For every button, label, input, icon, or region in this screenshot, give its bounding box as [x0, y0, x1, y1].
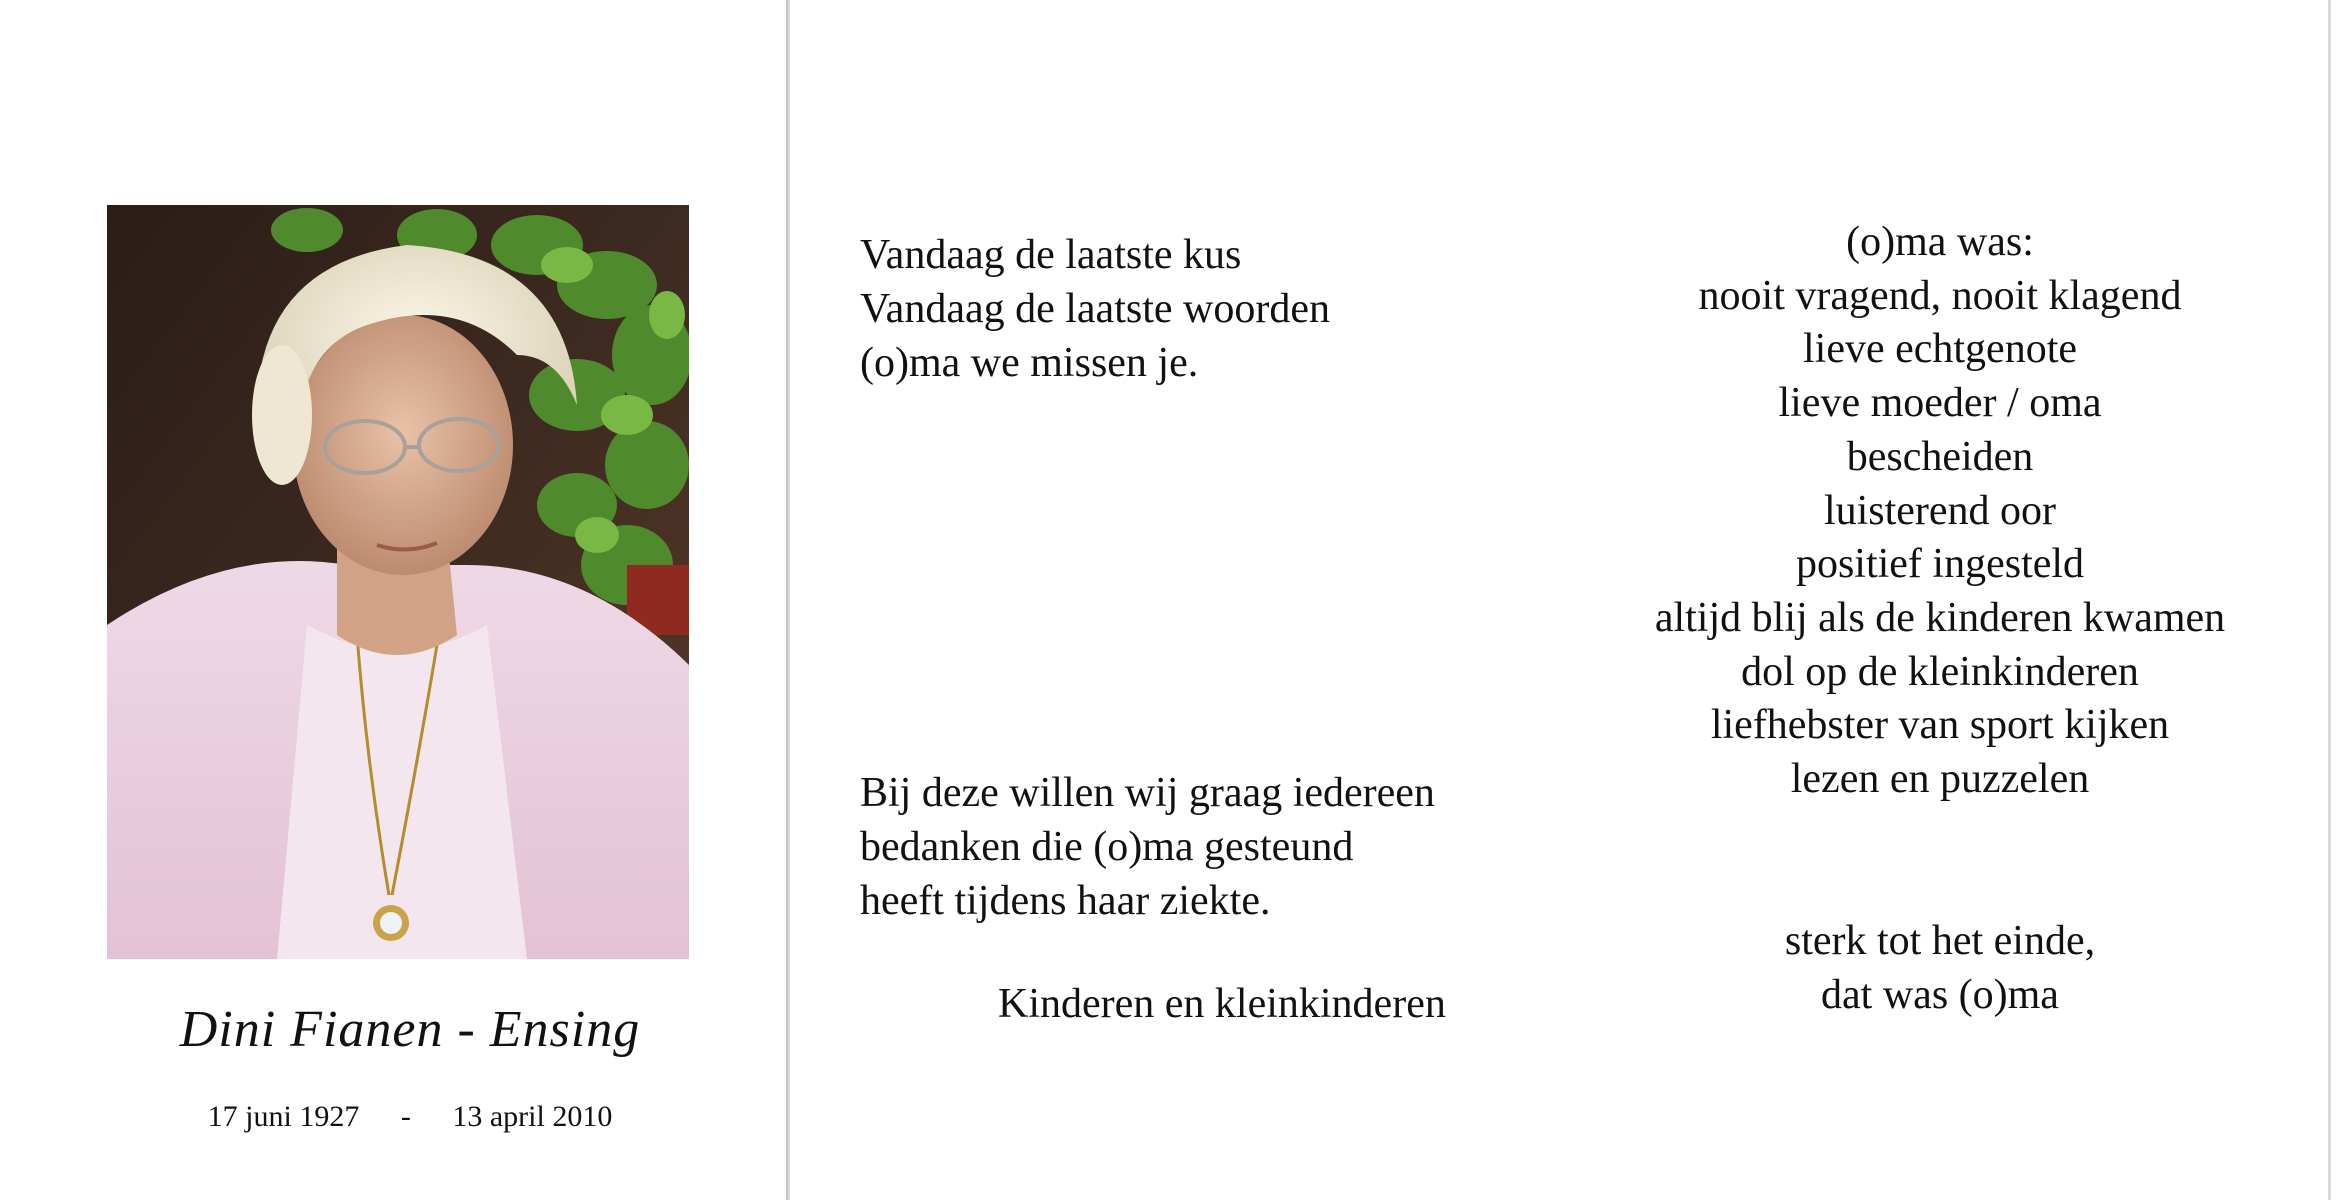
birth-date: 17 juni 1927: [207, 1100, 360, 1133]
family-signoff: Kinderen en kleinkinderen: [998, 981, 1446, 1027]
thanks-line: heeft tijdens haar ziekte.: [860, 878, 1271, 924]
oma-list-item: nooit vragend, nooit klagend: [1698, 272, 2182, 319]
closing-block: [1560, 914, 2320, 1022]
oma-list-item: lieve echtgenote: [1802, 326, 2078, 373]
closing-line: dat was (o)ma: [1821, 972, 2059, 1018]
closing-line: sterk tot het einde,: [1784, 918, 2096, 964]
poem-line: (o)ma we missen je.: [860, 340, 1199, 386]
oma-list-item: bescheiden: [1846, 433, 2034, 480]
oma-list-item: lezen en puzzelen: [1790, 756, 2090, 803]
date-separator: -: [400, 1100, 411, 1133]
card-right-edge: [2328, 0, 2331, 1200]
portrait-image: [107, 205, 689, 959]
thanks-block: [860, 766, 1435, 928]
oma-list-item: altijd blij als de kinderen kwamen: [1654, 594, 2226, 641]
oma-list-item: dol op de kleinkinderen: [1741, 648, 2139, 695]
thanks-line: Bij deze willen wij graag iedereen: [860, 770, 1435, 816]
oma-list-item: positief ingesteld: [1795, 541, 2085, 588]
oma-list-item: luisterend oor: [1823, 487, 2057, 534]
oma-list-item: lieve moeder / oma: [1778, 380, 2102, 427]
oma-list-item: liefhebster van sport kijken: [1710, 702, 2170, 749]
poem-block: [860, 228, 1330, 390]
life-dates: [0, 1100, 820, 1134]
thanks-line: bedanken die (o)ma gesteund: [860, 824, 1354, 870]
poem-line: Vandaag de laatste kus: [860, 232, 1242, 278]
oma-qualities-list: [1560, 216, 2320, 807]
death-date: 13 april 2010: [452, 1100, 613, 1133]
poem-line: Vandaag de laatste woorden: [860, 286, 1330, 332]
portrait-photo: [107, 205, 689, 959]
deceased-name: Dini Fianen - Ensing: [179, 1001, 641, 1058]
card-left-panel: [0, 0, 786, 1200]
oma-list-heading: (o)ma was:: [1846, 219, 2034, 265]
